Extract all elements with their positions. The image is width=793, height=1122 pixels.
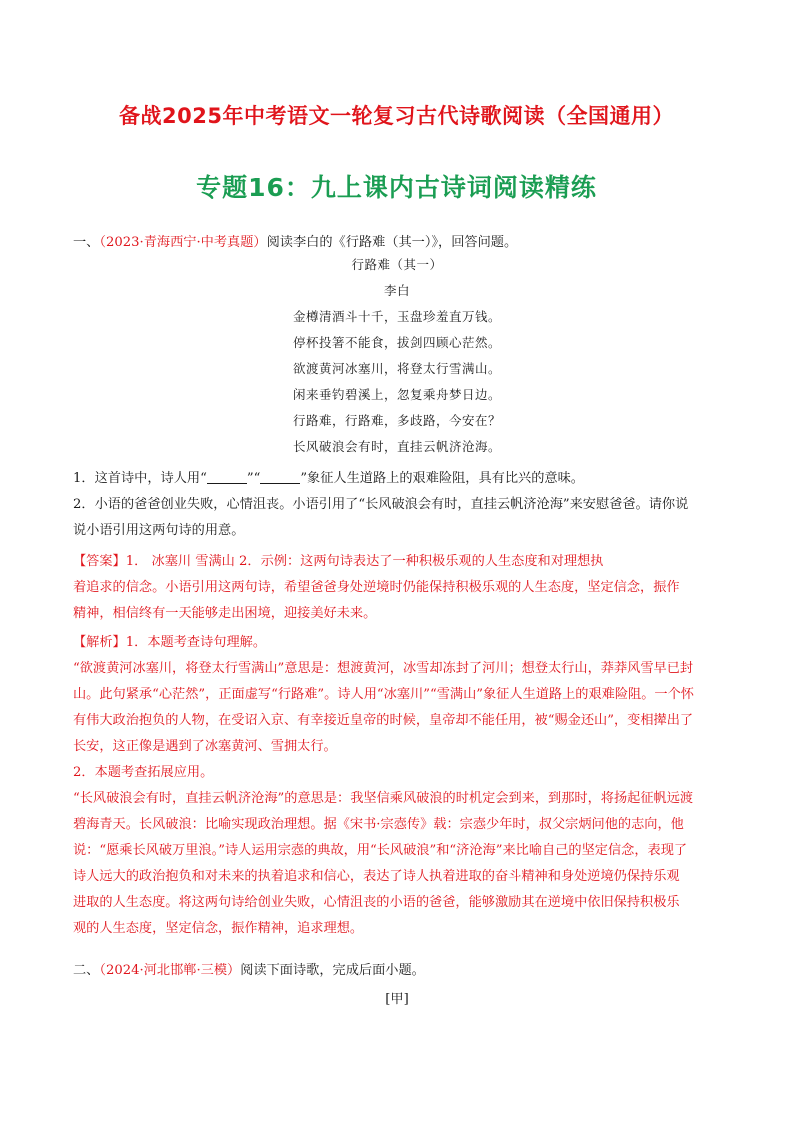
- analysis-line: “长风破浪会有时，直挂云帆济沧海”的意思是：我坚信乘风破浪的时机定会到来，到那时，将扬起征帆远渡: [73, 791, 694, 806]
- poem-label: [甲]: [385, 992, 409, 1007]
- question-2-source: （2024·河北邯郸·三模）: [99, 963, 241, 978]
- answer-line: 着追求的信念。小语引用这两句诗，希望爸爸身处逆境时仍能保持积极乐观的人生态度，坚定信念，振作: [73, 580, 680, 595]
- answer-blank[interactable]: [260, 470, 300, 484]
- poem-author: 李白: [383, 283, 410, 298]
- answer-line: 【答案】1． 冰塞川 雪满山 2．示例：这两句诗表达了一种积极乐观的人生态度和对理想执: [73, 554, 604, 569]
- answer-blank[interactable]: [207, 470, 247, 484]
- analysis-line: 有伟大政治抱负的人物，在受诏入京、有幸接近皇帝的时候，皇帝却不能任用，被“赐金还山”，变相撵出了: [73, 713, 694, 728]
- question-1-prompt: 阅读李白的《行路难（其一）》，回答问题。: [266, 235, 518, 250]
- poem-line: 金樽清酒斗十千，玉盘珍羞直万钱。: [292, 309, 501, 324]
- analysis-line: 【解析】1．本题考查诗句理解。: [73, 635, 267, 650]
- subquestion-2-line: 说小语引用这两句诗的用意。: [73, 523, 245, 538]
- analysis-line: 说：“愿乘长风破万里浪。”诗人运用宗悫的典故，用“长风破浪”和“济沧海”来比喻自己的坚定信念，表现了: [73, 843, 688, 858]
- question-2-number: 二、: [73, 963, 100, 978]
- analysis-line: 山。此句紧承“心茫然”，正面虚写“行路难”。诗人用“冰塞川”“雪满山”象征人生道路上的艰难险阻。一个怀: [73, 687, 694, 702]
- document-title: 备战2025年中考语文一轮复习古代诗歌阅读（全国通用）: [119, 104, 674, 128]
- subquestion-1: 1．这首诗中，诗人用“ ”“ ”象征人生道路上的艰难险阻，具有比兴的意味。: [73, 471, 584, 486]
- answer-line: 精神，相信终有一天能够走出困境，迎接美好未来。: [73, 606, 377, 621]
- poem-line: 闲来垂钓碧溪上，忽复乘舟梦日边。: [292, 387, 501, 402]
- subquestion-2-line: 2．小语的爸爸创业失败，心情沮丧。小语引用了“长风破浪会有时，直挂云帆济沧海”来安慰爸爸。请你说: [73, 497, 689, 512]
- poem-line: 欲渡黄河冰塞川，将登太行雪满山。: [292, 361, 501, 376]
- analysis-line: 长安，这正像是遇到了冰塞黄河、雪拥太行。: [73, 739, 337, 754]
- question-1-source: （2023·青海西宁·中考真题）: [99, 235, 267, 250]
- question-1-number: 一、: [73, 235, 100, 250]
- poem-line: 行路难，行路难，多歧路，今安在？: [292, 413, 501, 428]
- analysis-line: 进取的人生态度。将这两句诗给创业失败，心情沮丧的小语的爸爸，能够激励其在逆境中依旧保持积极乐: [73, 895, 680, 910]
- analysis-line: 观的人生态度，坚定信念，振作精神，追求理想。: [73, 921, 364, 936]
- analysis-line: 诗人远大的政治抱负和对未来的执着追求和信心，表达了诗人执着进取的奋斗精神和身处逆境仍保持乐观: [73, 869, 680, 884]
- poem-line: 停杯投箸不能食，拔剑四顾心茫然。: [292, 335, 501, 350]
- analysis-line: “欲渡黄河冰塞川，将登太行雪满山”意思是：想渡黄河，冰雪却冻封了河川；想登太行山，莽莽风雪早已封: [73, 661, 694, 676]
- poem-title: 行路难（其一）: [351, 257, 443, 272]
- poem-line: 长风破浪会有时，直挂云帆济沧海。: [292, 439, 501, 454]
- document-subtitle: 专题16：九上课内古诗词阅读精练: [196, 173, 597, 202]
- analysis-line: 碧海青天。长风破浪：比喻实现政治理想。据《宋书·宗悫传》载：宗悫少年时，叔父宗炳问他的志向，他: [73, 817, 684, 832]
- analysis-line: 2．本题考查拓展应用。: [73, 765, 214, 780]
- question-2-prompt: 阅读下面诗歌，完成后面小题。: [240, 963, 425, 978]
